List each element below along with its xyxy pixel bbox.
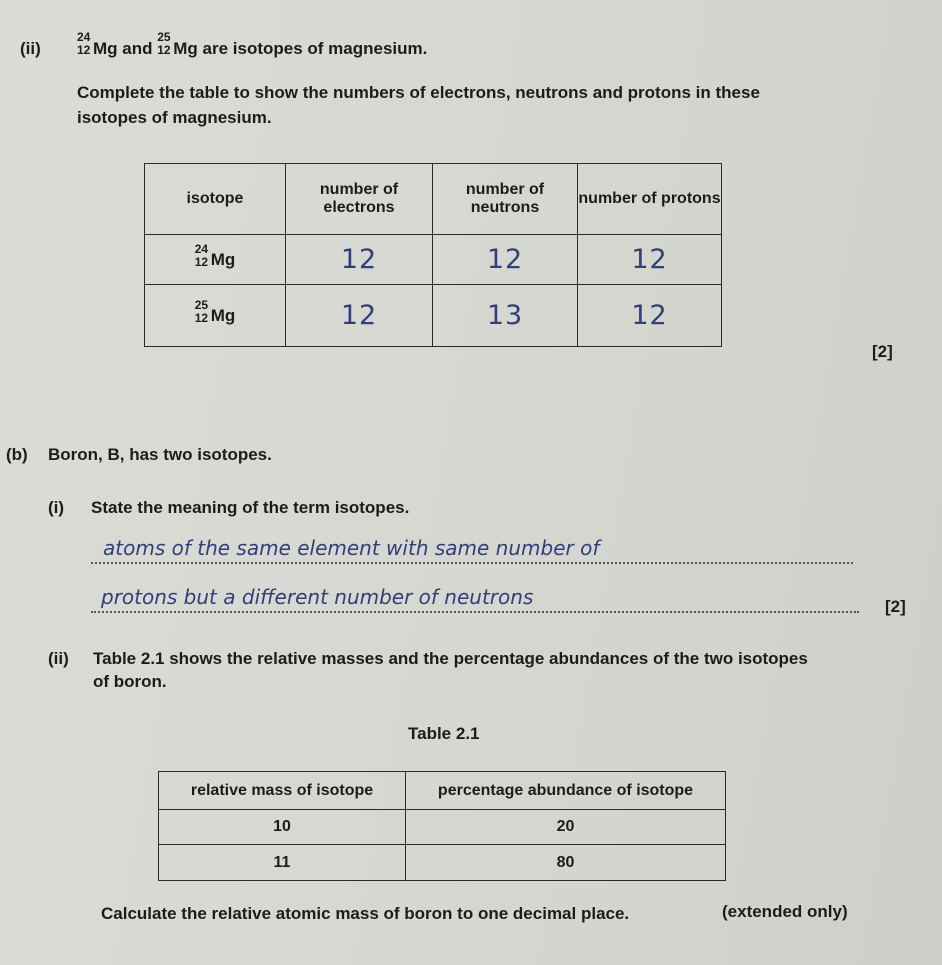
magnesium-isotope-table <box>144 163 722 347</box>
table-row <box>159 845 726 881</box>
header-percentage-abundance: percentage abundance of isotope <box>406 772 726 810</box>
header-protons: number of protons <box>578 164 722 235</box>
header-electrons: number of electrons <box>286 164 433 235</box>
electrons-answer[interactable]: 12 <box>286 235 433 285</box>
header-neutrons: number of neutrons <box>433 164 578 235</box>
neutrons-answer[interactable]: 13 <box>433 285 578 347</box>
calculate-instruction: Calculate the relative atomic mass of boron to one decimal place. <box>101 904 630 923</box>
instruction-line-1: Complete the table to show the numbers of electrons, neutrons and protons in these <box>77 83 760 102</box>
table-row <box>159 810 726 845</box>
protons-answer[interactable]: 12 <box>578 235 722 285</box>
instruction-line-2: isotopes of magnesium. <box>77 108 272 127</box>
isotope-statement: 24 12 Mg and 25 12 Mg are isotopes of magnesium. <box>77 30 428 58</box>
question-label-b-i: (i) <box>48 498 65 517</box>
table-row <box>145 285 722 347</box>
isotope-mg25: 25 12 Mg <box>157 30 198 58</box>
electrons-answer[interactable]: 12 <box>286 285 433 347</box>
marks-b-i: [2] <box>885 597 906 616</box>
marks-a-ii: [2] <box>872 342 893 361</box>
question-label-b-ii: (ii) <box>48 649 69 668</box>
table-header-row <box>159 772 726 810</box>
protons-answer[interactable]: 12 <box>578 285 722 347</box>
abundance-cell: 20 <box>406 810 726 845</box>
answer-line-1[interactable]: atoms of the same element with same number of <box>91 542 853 564</box>
relative-mass-cell: 11 <box>159 845 406 881</box>
table-header-row <box>145 164 722 235</box>
answer-line-2[interactable]: protons but a different number of neutrons <box>91 591 859 613</box>
neutrons-answer[interactable]: 12 <box>433 235 578 285</box>
relative-mass-cell: 10 <box>159 810 406 845</box>
table-row <box>145 235 722 285</box>
header-isotope: isotope <box>145 164 286 235</box>
boron-isotope-table <box>158 771 726 881</box>
b-ii-text-line-1: Table 2.1 shows the relative masses and the percentage abundances of the two isotopes <box>93 649 808 668</box>
b-ii-text-line-2: of boron. <box>93 672 167 691</box>
header-relative-mass: relative mass of isotope <box>159 772 406 810</box>
isotope-mg24: 24 12 Mg <box>77 30 118 58</box>
isotope-cell: 25 12 Mg <box>145 285 286 347</box>
question-label-b: (b) <box>6 445 28 464</box>
isotope-cell: 24 12 Mg <box>145 235 286 285</box>
boron-statement: Boron, B, has two isotopes. <box>48 445 272 464</box>
table-2-1-title: Table 2.1 <box>408 724 480 743</box>
extended-only-note: (extended only) <box>722 902 848 921</box>
question-label-a-ii: (ii) <box>20 39 41 58</box>
abundance-cell: 80 <box>406 845 726 881</box>
question-b-i-text: State the meaning of the term isotopes. <box>91 498 410 517</box>
